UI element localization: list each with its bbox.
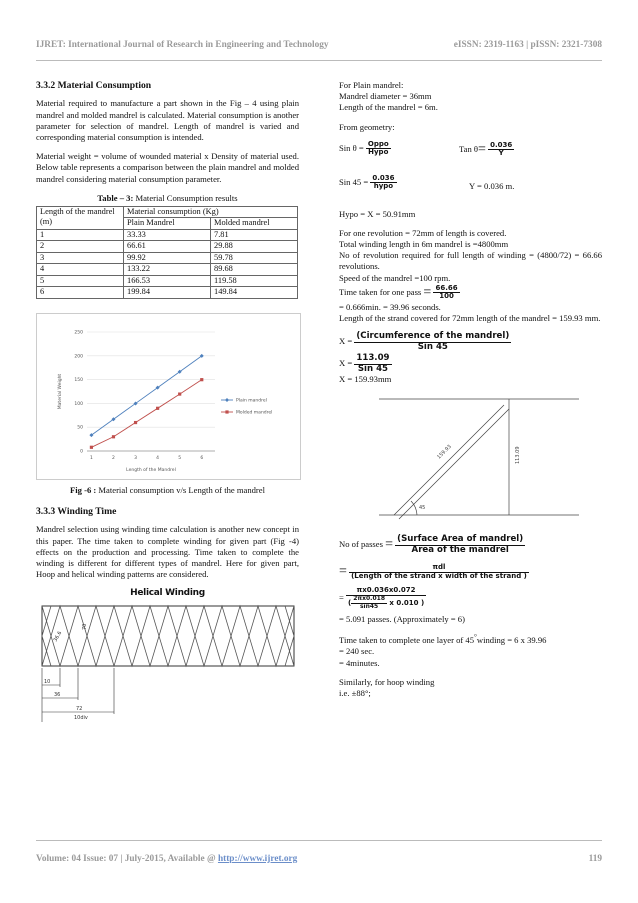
y-tick-label: 150 <box>74 377 83 383</box>
text-line: For Plain mandrel: <box>339 80 404 90</box>
table-header: Plain Mandrel <box>124 218 211 230</box>
helical-winding-figure <box>36 588 299 738</box>
text-line: = 4minutes. <box>339 657 380 668</box>
y-tick-label: 0 <box>80 449 83 455</box>
y-tick-label: 200 <box>74 354 83 360</box>
dim-label: 36 <box>54 692 61 699</box>
y-tick-label: 100 <box>74 401 83 407</box>
helical-winding-title: Helical Winding <box>130 588 205 599</box>
paragraph: Material weight = volume of wounded material x Density of material used. Below table represents a comparison between the plain mandrel and molded mandrel considering material consumption parameter. <box>36 151 299 184</box>
header-rule <box>36 60 602 61</box>
text-line: = 240 sec. <box>339 646 375 657</box>
right-column <box>339 80 602 699</box>
text-line: No of revolution required for full length of winding = (4800/72) = 66.66 revolutions. <box>339 250 602 272</box>
text-line: Time taken to complete one layer of 45°winding = 6 x 39.96 <box>339 633 547 646</box>
journal-link[interactable]: http://www.ijret.org <box>217 854 298 864</box>
y-tick-label: 250 <box>74 330 83 336</box>
triangle-angle-label: 45 <box>419 505 426 512</box>
section-3-3-2-title: 3.3.2 Material Consumption <box>36 80 152 91</box>
x-tick-label: 6 <box>200 455 204 461</box>
text-line: X = 159.93mm <box>339 374 392 385</box>
table-header: Length of the mandrel (m) <box>37 206 124 229</box>
x-equation-2: X = $\frac{113.09}{\text{Sin 45}}$ <box>339 353 390 374</box>
legend-label: Plain mandrel <box>236 398 267 404</box>
table-header: Molded mandrel <box>211 218 298 230</box>
table-row: 1 33.33 7.81 <box>37 229 298 241</box>
x-tick-label: 1 <box>89 455 93 461</box>
material-consumption-table <box>36 206 298 299</box>
table-row: 2 66.61 29.88 <box>37 241 298 253</box>
material-consumption-chart <box>37 314 300 479</box>
chart-frame <box>36 313 301 480</box>
journal-title: IJRET: International Journal of Research in Engineering and Technology <box>36 40 329 50</box>
text-line: Similarly, for hoop winding <box>339 676 435 687</box>
table-row: 3 99.92 59.78 <box>37 252 298 264</box>
text-line: From geometry: <box>339 121 395 132</box>
figure-6-caption: Fig -6 : Material consumption v/s Length of the mandrel <box>70 484 265 495</box>
dim-label: 72 <box>76 706 83 713</box>
legend-label: Molded mandrel <box>236 410 273 416</box>
text-line: Length of the strand covered for 72mm length of the mandrel = 159.93 mm. <box>339 313 601 324</box>
pi-dl-equation: = $\frac{\text{πdl}}{\text{(Length of the strand x width of the strand )}}$ <box>339 563 527 580</box>
left-column <box>36 80 299 738</box>
data-point <box>90 446 93 449</box>
geometry-triangle-diagram <box>339 389 602 529</box>
section-3-3-3-title: 3.3.3 Winding Time <box>36 506 117 518</box>
x-axis-label: Length of the Mandrel <box>126 467 176 473</box>
x-tick-label: 5 <box>178 455 182 461</box>
dim-label: 10 <box>44 679 51 686</box>
data-point <box>112 435 115 438</box>
numeric-passes-equation: = πx0.036x0.072 ( $\frac{2\pi x0.018}{\sin 45}$ x 0.010 ) <box>339 586 425 610</box>
table-row: 4 133.22 89.68 <box>37 264 298 276</box>
text-line: i.e. ±88°; <box>339 687 371 698</box>
data-point <box>156 407 159 410</box>
time-per-pass-equation: Time taken for one pass = $\frac{66.66}{100}$ <box>339 283 458 301</box>
table-caption: Table – 3: Material Consumption results <box>97 192 238 203</box>
series-line-molded <box>91 380 201 448</box>
text-line: For one revolution = 72mm of length is covered. <box>339 227 507 238</box>
helical-winding-drawing <box>36 602 299 740</box>
footer-rule <box>36 840 602 841</box>
dim-label: 10div <box>74 715 88 722</box>
paragraph: Mandrel selection using winding time calculation is another new concept in this paper. The time taken to complete winding for given part (Fig -4) effects on the production and processing. Time taken to complete the winding is different for different types of mandrel. Here for given part, Hoop and helical winding patterns are considered. <box>36 524 299 580</box>
sine-tan-equation: Sin θ = $\frac{\text{Oppo}}{\text{Hypo}}$ Tan θ= $\frac{0.036}{Y}$ <box>339 139 513 158</box>
x-equation-1: X = $\frac{\text{(Circumference of the mandrel)}}{\text{Sin 45}}$ <box>339 331 510 352</box>
running-footer: Volume: 04 Issue: 07 | July-2015, Available @ http://www.ijret.org 119 <box>36 854 602 864</box>
triangle-side-label: 113.09 <box>515 446 521 465</box>
legend-marker <box>225 410 228 413</box>
text-line: = 0.666min. = 39.96 seconds. <box>339 301 441 312</box>
triangle-hypotenuse-label: 159.93 <box>436 444 453 461</box>
legend-marker <box>225 398 229 402</box>
text-line: = 5.091 passes. (Approximately = 6) <box>339 614 465 625</box>
data-point <box>200 378 203 381</box>
data-point <box>178 392 181 395</box>
text-line: Mandrel diameter = 36mm <box>339 91 432 102</box>
text-line: Length of the mandrel = 6m. <box>339 102 438 113</box>
dim-label: 70 <box>82 623 88 631</box>
data-point <box>134 421 137 424</box>
x-tick-label: 3 <box>134 455 137 461</box>
sin45-equation: Sin 45 = $\frac{0.036}{\text{hypo}}$ Y = 0.036 m. <box>339 173 515 191</box>
x-tick-label: 2 <box>112 455 115 461</box>
y-axis-label: Material Weight <box>58 373 63 410</box>
passes-equation: No of passes = $\frac{\text{(Surface Area of mandrel)}}{\text{Area of the mandrel}}$ <box>339 534 524 555</box>
paragraph: Material required to manufacture a part shown in the Fig – 4 using plain mandrel and molded mandrel is calculated. Material consumption is another parameter for selection of mandrel. Length of mandrel is varied and corresponding material consumption is intended. <box>36 98 299 142</box>
page-number: 119 <box>588 854 602 864</box>
issn: eISSN: 2319-1163 | pISSN: 2321-7308 <box>453 40 602 50</box>
running-header <box>36 39 602 51</box>
table-header: Material consumption (Kg) <box>124 206 298 218</box>
table-row: 6 199.84 149.84 <box>37 287 298 299</box>
dim-label: 36.6 <box>52 630 64 644</box>
y-tick-label: 50 <box>77 425 83 431</box>
text-line: Hypo = X = 50.91mm <box>339 208 416 219</box>
text-line: Speed of the mandrel =100 rpm. <box>339 272 451 283</box>
text-line: Total winding length in 6m mandrel is =4800mm <box>339 239 509 250</box>
series-line-plain <box>91 356 201 435</box>
x-tick-label: 4 <box>156 455 160 461</box>
table-row: 5 166.53 119.58 <box>37 275 298 287</box>
